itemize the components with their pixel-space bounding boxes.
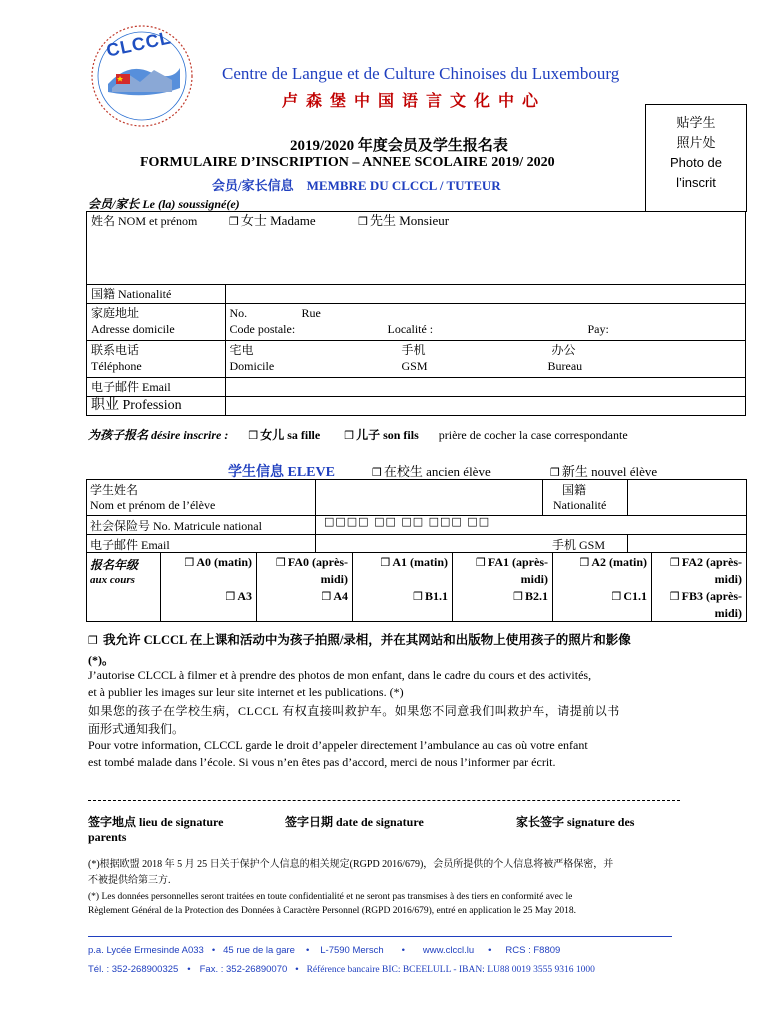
member-table: [86, 211, 746, 416]
course-checkbox[interactable]: ❒: [321, 590, 332, 603]
course-option[interactable]: [256, 554, 348, 587]
photo-box: [645, 104, 747, 212]
logo-text: CLCCL: [104, 27, 174, 61]
student-nationality-input[interactable]: [628, 480, 745, 514]
nationality-label: 国籍 Nationalité: [91, 287, 172, 301]
footer-fax: Fax. : 352-26890070: [199, 964, 288, 975]
photo-box-line1: 贴学生: [676, 115, 716, 130]
consent-fr-1: J’autorise CLCCL à filmer et à prendre des photos de mon enfant, dans le cadre du cours et des activités,: [88, 668, 592, 682]
profession-input[interactable]: [225, 397, 746, 416]
footer-tel: Tél. : 352-268900325: [88, 964, 179, 975]
office-fr: Bureau: [547, 359, 583, 373]
ambulance-zh-2: 面形式通知我们。: [88, 722, 185, 736]
course-label: A3: [237, 589, 252, 603]
footnote-fr-1: (*) Les données personnelles seront traitées en toute confidentialité et ne seront pas transmises à des tiers en conformité avec le: [88, 892, 573, 902]
old-student-option: [372, 461, 491, 480]
footer-rcs: RCS : F8809: [505, 945, 561, 956]
student-name-input[interactable]: [316, 480, 541, 514]
phone-input[interactable]: [225, 341, 746, 378]
enroll-line: [88, 426, 628, 443]
madame-checkbox[interactable]: ❒: [229, 215, 239, 228]
student-nat-zh: 国籍: [562, 483, 587, 497]
signer-label: 会员/家长 Le (la) soussigné(e): [88, 197, 240, 211]
member-name-label-cell: [87, 212, 226, 285]
daughter-label: 女儿 sa fille: [260, 428, 321, 442]
email-input[interactable]: [225, 378, 746, 397]
course-label: FA2 (après-midi): [681, 555, 742, 586]
addr-pay: Pay:: [587, 322, 609, 336]
course-option[interactable]: [651, 588, 742, 621]
home-zh: 宅电: [229, 343, 254, 357]
signature-parents: 家长签字 signature des: [516, 815, 635, 829]
logo: [88, 22, 196, 130]
consent-fr-2: et à publier les images sur leur site internet et les publications. (*): [88, 685, 404, 699]
course-label: C1.1: [623, 589, 647, 603]
addr-localite: Localité :: [387, 322, 434, 336]
course-option[interactable]: [452, 588, 548, 605]
member-subtitle: [212, 175, 501, 194]
course-label: A2 (matin): [591, 555, 647, 569]
course-checkbox[interactable]: ❒: [476, 556, 486, 569]
son-label: 儿子 son fils: [356, 428, 419, 442]
address-input[interactable]: [225, 304, 746, 341]
course-option[interactable]: [160, 588, 252, 605]
course-checkbox[interactable]: ❒: [611, 590, 622, 603]
nationality-label-cell: [87, 285, 226, 304]
course-checkbox[interactable]: ❒: [669, 590, 680, 603]
member-subtitle-fr: MEMBRE DU CLCCL / TUTEUR: [306, 178, 501, 193]
addr-rue: Rue: [301, 306, 321, 320]
course-checkbox[interactable]: ❒: [184, 556, 195, 569]
course-checkbox[interactable]: ❒: [513, 590, 523, 603]
consent-zh-title: [88, 630, 631, 648]
form-title-fr: FORMULAIRE D’INSCRIPTION – ANNEE SCOLAIRE 2019/ 2020: [140, 155, 555, 170]
profession-label-cell: [87, 397, 226, 416]
center-name-fr: Centre de Langue et de Culture Chinoises du Luxembourg: [222, 64, 620, 83]
address-label-cell: [87, 304, 226, 341]
old-student-checkbox[interactable]: ❒: [372, 466, 382, 479]
footer-web[interactable]: www.clccl.lu: [422, 945, 475, 956]
new-student-option: [550, 461, 657, 480]
footnote-zh-1: (*)根据欧盟 2018 年 5 月 25 日关于保护个人信息的相关规定(RGPD 2016/679)，会员所提供的个人信息将被严格保密，并: [88, 859, 614, 870]
signature-parents-2: parents: [88, 830, 127, 844]
consent-zh-title-end: (*)。: [88, 653, 114, 667]
enroll-note: prière de cocher la case correspondante: [438, 428, 628, 442]
phone-label-zh: 联系电话: [91, 343, 140, 357]
signature-place: 签字地点 lieu de signature: [88, 815, 224, 829]
course-option[interactable]: [552, 554, 647, 571]
student-title-zh: 学生信息: [228, 465, 284, 480]
course-checkbox[interactable]: ❒: [276, 556, 286, 569]
student-title-fr: ELEVE: [287, 465, 335, 480]
photo-box-line3: Photo de: [669, 155, 723, 170]
course-option[interactable]: [452, 554, 548, 587]
footer-line-1: p.a. Lycée Ermesinde A033 • 45 rue de la gare • L-7590 Mersch • www.clccl.lu • RCS : F8809: [88, 945, 561, 956]
footnote-fr-2: Règlement Général de la Protection des Données à Caractère Personnel (RGPD 2016/679), entré en application le 25 May 2018.: [88, 906, 577, 916]
ambulance-fr-2: est tombé malade dans l’école. Si vous n’en êtes pas d’accord, merci de nous l’informer par écrit.: [88, 755, 556, 769]
address-label-fr: Adresse domicile: [91, 322, 175, 336]
son-checkbox[interactable]: ❒: [344, 429, 355, 442]
student-nat-fr: Nationalité: [553, 498, 607, 512]
gsm-zh: 手机: [401, 343, 426, 357]
course-option[interactable]: [651, 554, 742, 587]
course-label: FA1 (après-midi): [487, 555, 548, 586]
course-label: FA0 (après-midi): [287, 555, 348, 586]
level-label-fr: aux cours: [90, 574, 135, 586]
course-label: A1 (matin): [392, 555, 448, 569]
matricule-label: 社会保险号 No. Matricule national: [90, 519, 262, 533]
photo-box-line2: 照片处: [676, 135, 716, 150]
consent-checkbox[interactable]: ❒: [88, 634, 98, 647]
course-checkbox[interactable]: ❒: [670, 556, 680, 569]
center-name-zh: 卢 森 堡 中 国 语 言 文 化 中 心: [282, 93, 541, 110]
member-name-label: 姓名 NOM et prénom: [91, 214, 198, 228]
form-title-zh: 2019/2020 年度会员及学生报名表: [290, 138, 508, 154]
old-student-label: 在校生 ancien élève: [383, 464, 491, 479]
matricule-boxes[interactable]: □□□□ □□ □□ □□□ □□: [324, 515, 491, 528]
footer-rule: [88, 936, 672, 937]
nationality-input[interactable]: [225, 285, 746, 304]
course-checkbox[interactable]: ❒: [225, 590, 236, 603]
photo-box-line4: l’inscrit: [676, 175, 716, 190]
addr-code: Code postale:: [229, 322, 296, 336]
office-zh: 办公: [551, 343, 576, 357]
course-label: A4: [333, 589, 348, 603]
address-label-zh: 家庭地址: [91, 306, 140, 320]
consent-zh-title-text: 我允许 CLCCL 在上课和活动中为孩子拍照/录相，并在其网站和出版物上使用孩子的照片和影像: [103, 633, 631, 647]
ambulance-fr-1: Pour votre information, CLCCL garde le droit d’appeler directement l’ambulance au cas où votre enfant: [88, 738, 588, 752]
email-label-cell: [87, 378, 226, 397]
footer-line-2: Tél. : 352-268900325 • Fax. : 352-26890070 • Référence bancaire BIC: BCEELULL - IBAN: LU88 0019 3555 9316 1000: [88, 964, 595, 975]
phone-label-cell: [87, 341, 226, 378]
student-title: [228, 461, 335, 481]
member-subtitle-zh: 会员/家长信息: [212, 178, 294, 193]
footer-street: 45 rue de la gare: [223, 945, 295, 956]
footer-city: L-7590 Mersch: [320, 945, 384, 956]
email-label: 电子邮件 Email: [91, 380, 171, 394]
gsm-fr: GSM: [401, 359, 428, 373]
course-label: A0 (matin): [196, 555, 252, 569]
dashed-separator: [88, 800, 680, 801]
course-option[interactable]: [552, 588, 647, 605]
daughter-checkbox[interactable]: ❒: [248, 429, 259, 442]
madame-label: 女士 Madame: [240, 213, 316, 228]
level-label-zh: 报名年级: [90, 558, 139, 572]
course-option[interactable]: [160, 554, 252, 571]
course-option[interactable]: [352, 554, 448, 571]
ambulance-zh-1: 如果您的孩子在学校生病，CLCCL 有权直接叫救护车。如果您不同意我们叫救护车，请提前以书: [88, 704, 620, 718]
home-fr: Domicile: [229, 359, 275, 373]
monsieur-checkbox[interactable]: ❒: [358, 215, 368, 228]
member-title-cell: [225, 212, 746, 285]
addr-no: No.: [229, 306, 248, 320]
student-gsm-label: 手机 GSM: [552, 538, 606, 552]
enroll-label: 为孩子报名 désire inscrire :: [88, 428, 229, 442]
student-name-zh: 学生姓名: [90, 483, 139, 497]
course-label: B1.1: [424, 589, 448, 603]
signature-date: 签字日期 date de signature: [285, 815, 424, 829]
student-table: [86, 479, 746, 621]
footer-bank: Référence bancaire BIC: BCEELULL - IBAN: LU88 0019 3555 9316 1000: [306, 965, 595, 975]
footer-address: p.a. Lycée Ermesinde A033: [88, 945, 204, 956]
phone-label-fr: Téléphone: [91, 359, 142, 373]
new-student-checkbox[interactable]: ❒: [550, 466, 560, 479]
course-label: B2.1: [524, 589, 548, 603]
student-email-label: 电子邮件 Email: [90, 538, 170, 552]
course-option[interactable]: [256, 588, 348, 605]
new-student-label: 新生 nouvel élève: [561, 464, 658, 479]
course-checkbox[interactable]: ❒: [579, 556, 590, 569]
profession-label: 职业 Profession: [91, 398, 182, 413]
footnote-zh-2: 不被提供给第三方.: [88, 875, 171, 886]
course-option[interactable]: [352, 588, 448, 605]
course-label: FB3 (après-midi): [681, 589, 742, 620]
student-name-fr: Nom et prénom de l’élève: [90, 498, 216, 512]
monsieur-label: 先生 Monsieur: [369, 213, 450, 228]
course-checkbox[interactable]: ❒: [380, 556, 391, 569]
course-checkbox[interactable]: ❒: [413, 590, 423, 603]
